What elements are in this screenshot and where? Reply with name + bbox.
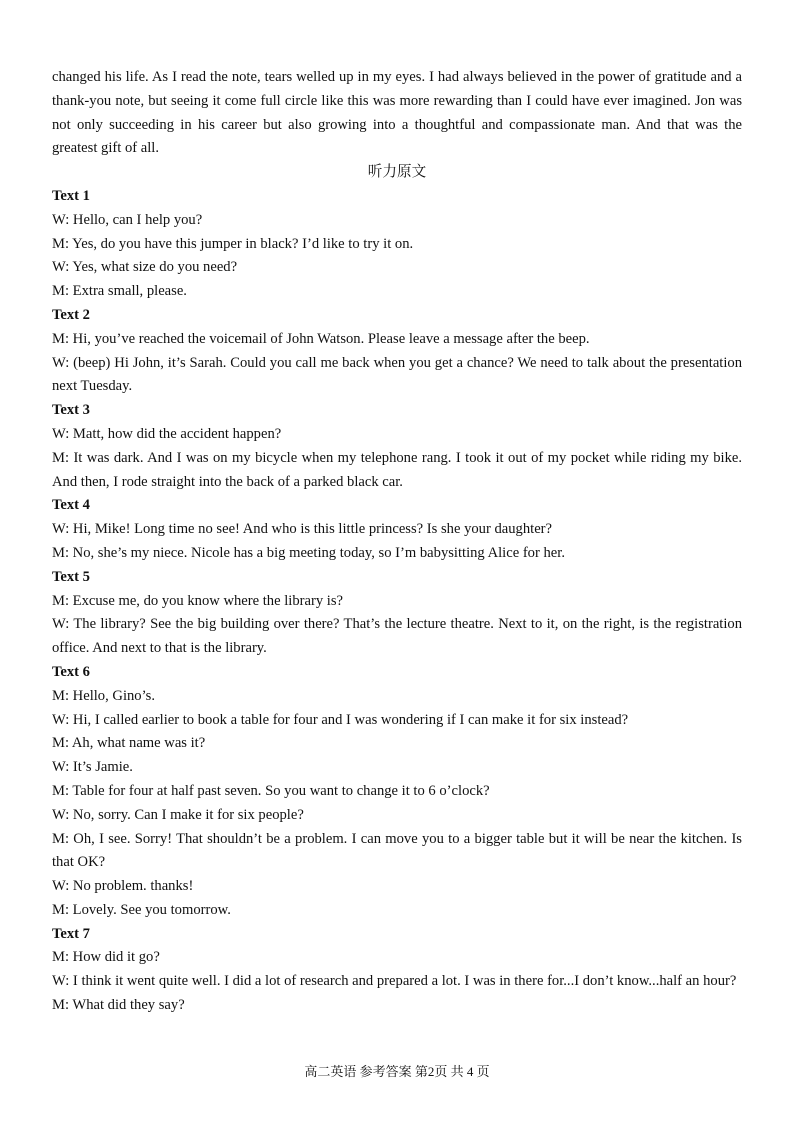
dialogue-line: M: Table for four at half past seven. So you want to change it to 6 o’clock? [52, 782, 490, 799]
dialogue-line: W: Hi, I called earlier to book a table for four and I was wondering if I can make it for six instead? [52, 711, 629, 728]
dialogue-line: M: Excuse me, do you know where the library is? [52, 592, 343, 609]
dialogue-line: W: No problem. thanks! [52, 878, 194, 895]
dialogue-line: M: Ah, what name was it? [52, 735, 206, 752]
dialogue-line: M: Hi, you’ve reached the voicemail of John Watson. Please leave a message after the beep. [52, 330, 590, 347]
text-heading: Text 2 [52, 306, 90, 323]
text-heading: Text 4 [52, 497, 90, 514]
page-footer: 高二英语 参考答案 第2页 共 4 页 [304, 1064, 490, 1079]
dialogue-line: W: I think it went quite well. I did a lot of research and prepared a lot. I was in there for...I don’t know...half an hour? [52, 973, 737, 990]
text-heading: Text 5 [52, 568, 90, 585]
text-heading: Text 3 [52, 402, 90, 419]
transcript-list [52, 185, 742, 1018]
dialogue-line: W: Hello, can I help you? [52, 211, 203, 228]
section-title: 听力原文 [367, 164, 427, 181]
dialogue-line: M: Hello, Gino’s. [52, 687, 155, 704]
text-heading: Text 6 [52, 663, 90, 680]
document-page [52, 66, 742, 1018]
dialogue-line: M: Oh, I see. Sorry! That shouldn’t be a problem. I can move you to a bigger table but it will be near the kitchen. Is that OK? [52, 830, 742, 871]
dialogue-line: W: The library? See the big building over there? That’s the lecture theatre. Next to it, on the right, is the registration office. And next to that is the library. [52, 616, 742, 657]
text-heading: Text 7 [52, 925, 90, 942]
dialogue-line: M: Extra small, please. [52, 283, 187, 300]
dialogue-line: W: It’s Jamie. [52, 759, 133, 776]
dialogue-line: M: How did it go? [52, 949, 160, 966]
dialogue-line: W: No, sorry. Can I make it for six people? [52, 806, 304, 823]
intro-paragraph: changed his life. As I read the note, tears welled up in my eyes. I had always believed in the power of gratitude and a thank-you note, but seeing it come full circle like this was more rewarding than I could have ever imagined. Jon was not only succeeding in his career but also growing into a thoughtful and compassionate man. And that was the greatest gift of all. [52, 69, 742, 157]
dialogue-line: M: It was dark. And I was on my bicycle when my telephone rang. I took it out of my pocket while riding my bike. And then, I rode straight into the back of a parked black car. [52, 449, 742, 490]
dialogue-line: M: Yes, do you have this jumper in black? I’d like to try it on. [52, 235, 414, 252]
dialogue-line: W: (beep) Hi John, it’s Sarah. Could you call me back when you get a chance? We need to talk about the presentation next Tuesday. [52, 354, 742, 395]
dialogue-line: M: Lovely. See you tomorrow. [52, 901, 231, 918]
dialogue-line: M: What did they say? [52, 997, 185, 1014]
dialogue-line: W: Hi, Mike! Long time no see! And who is this little princess? Is she your daughter? [52, 521, 553, 538]
dialogue-line: W: Matt, how did the accident happen? [52, 425, 282, 442]
dialogue-line: M: No, she’s my niece. Nicole has a big meeting today, so I’m babysitting Alice for her. [52, 544, 565, 561]
dialogue-line: W: Yes, what size do you need? [52, 259, 238, 276]
text-heading: Text 1 [52, 187, 90, 204]
